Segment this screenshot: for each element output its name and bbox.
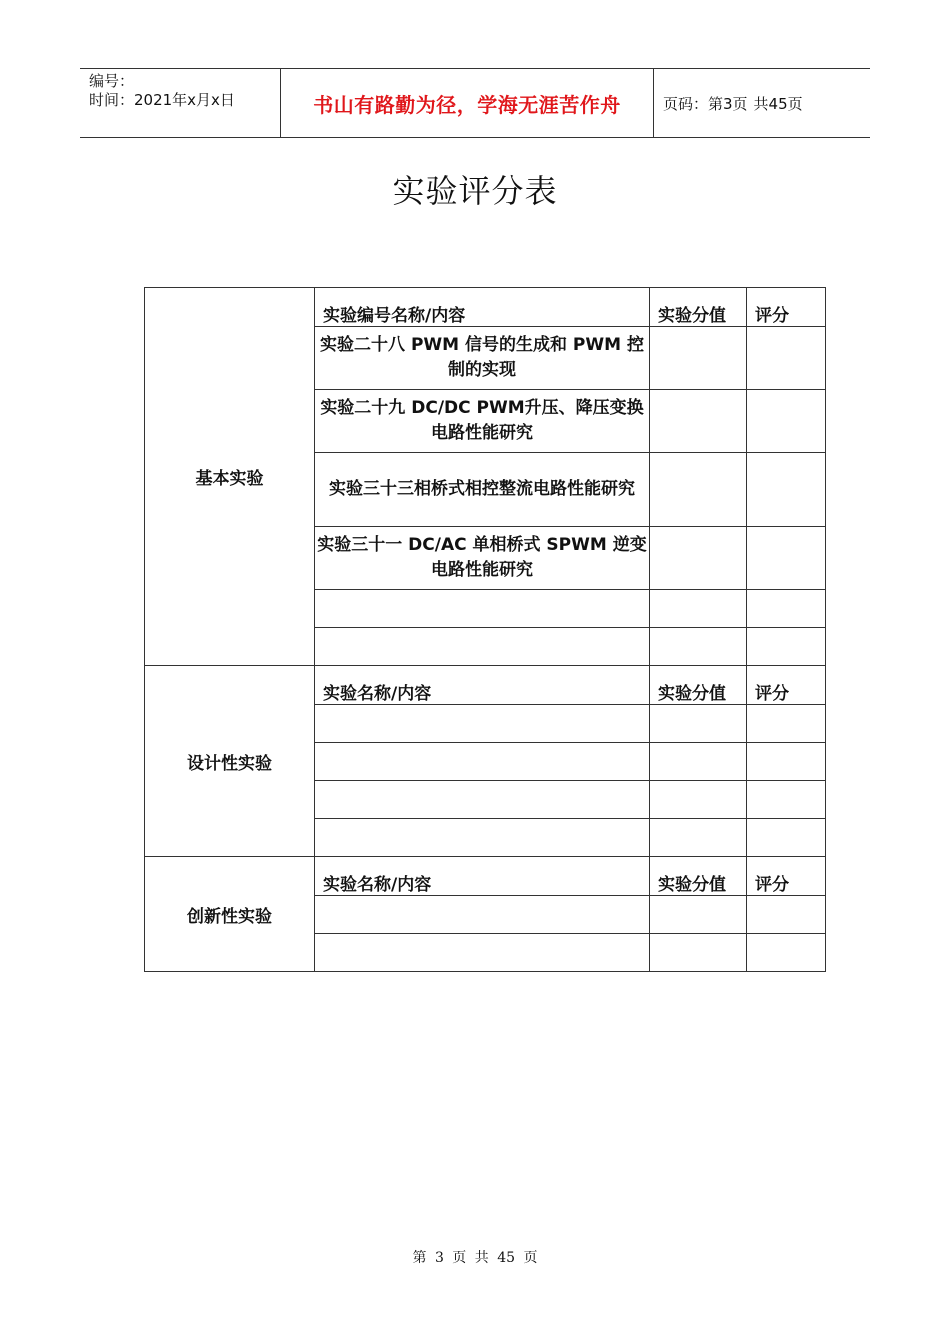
score-value-cell[interactable] [650, 743, 747, 781]
experiment-name[interactable] [315, 590, 650, 628]
score-value-cell[interactable] [650, 934, 747, 972]
experiment-name[interactable] [315, 743, 650, 781]
header-page-info [654, 69, 870, 137]
page-footer: 第 3 页 共 45 页 [412, 1250, 538, 1266]
experiment-name[interactable] [315, 819, 650, 857]
rating-cell[interactable] [747, 590, 826, 628]
rating-cell[interactable] [747, 896, 826, 934]
experiment-name[interactable] [315, 781, 650, 819]
page-number-label: 页码：第3页 [663, 94, 748, 113]
category-innovation: 创新性实验 [145, 857, 315, 972]
score-value-cell[interactable] [650, 590, 747, 628]
date-label: 时间：2021年x月x日 [89, 91, 235, 109]
header-motto: 书山有路勤为径，学海无涯苦作舟 [281, 69, 654, 137]
score-value-cell[interactable] [650, 628, 747, 666]
rating-cell[interactable] [747, 705, 826, 743]
header-score-value: 实验分值 [650, 666, 747, 705]
rating-cell[interactable] [747, 327, 826, 390]
header-score-value: 实验分值 [650, 857, 747, 896]
table-header-row [145, 666, 826, 705]
score-value-cell[interactable] [650, 781, 747, 819]
experiment-name[interactable] [315, 934, 650, 972]
score-table [144, 287, 826, 972]
document-number-label: 编号： [89, 72, 135, 90]
header-info [80, 69, 281, 137]
experiment-name[interactable] [315, 628, 650, 666]
category-design: 设计性实验 [145, 666, 315, 857]
experiment-name: 实验三十一 DC/AC 单相桥式 SPWM 逆变电路性能研究 [315, 527, 650, 590]
rating-cell[interactable] [747, 527, 826, 590]
rating-cell[interactable] [747, 819, 826, 857]
score-value-cell[interactable] [650, 453, 747, 527]
experiment-name: 实验二十九 DC/DC PWM升压、降压变换电路性能研究 [315, 390, 650, 453]
rating-cell[interactable] [747, 743, 826, 781]
rating-cell[interactable] [747, 934, 826, 972]
rating-cell[interactable] [747, 390, 826, 453]
page-title: 实验评分表 [392, 172, 558, 210]
header-name-content: 实验名称/内容 [315, 666, 650, 705]
total-pages-label: 共45页 [753, 94, 803, 113]
score-value-cell[interactable] [650, 527, 747, 590]
score-value-cell[interactable] [650, 390, 747, 453]
experiment-name[interactable] [315, 705, 650, 743]
score-value-cell[interactable] [650, 819, 747, 857]
header-rating: 评分 [747, 288, 826, 327]
header-rating: 评分 [747, 666, 826, 705]
table-header-row [145, 288, 826, 327]
table-header-row [145, 857, 826, 896]
page-header [80, 68, 870, 138]
experiment-name[interactable] [315, 896, 650, 934]
rating-cell[interactable] [747, 781, 826, 819]
header-name-content: 实验名称/内容 [315, 857, 650, 896]
category-basic: 基本实验 [145, 288, 315, 666]
score-value-cell[interactable] [650, 327, 747, 390]
experiment-name: 实验三十三相桥式相控整流电路性能研究 [315, 453, 650, 527]
header-name-content: 实验编号名称/内容 [315, 288, 650, 327]
score-value-cell[interactable] [650, 705, 747, 743]
header-score-value: 实验分值 [650, 288, 747, 327]
header-rating: 评分 [747, 857, 826, 896]
rating-cell[interactable] [747, 453, 826, 527]
score-value-cell[interactable] [650, 896, 747, 934]
experiment-name: 实验二十八 PWM 信号的生成和 PWM 控制的实现 [315, 327, 650, 390]
rating-cell[interactable] [747, 628, 826, 666]
